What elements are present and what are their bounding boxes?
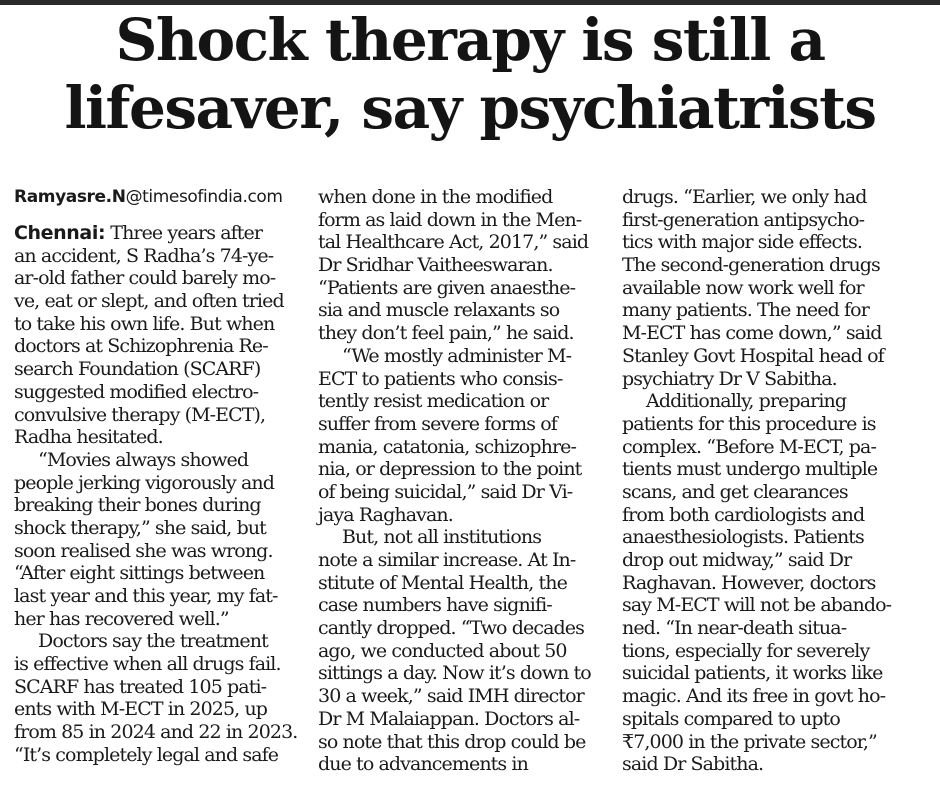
text-line: sittings a day. Now it’s down to [318, 662, 591, 685]
text-line: patients for this procedure is [622, 412, 876, 435]
headline [0, 6, 940, 142]
text-line: to take his own life. But when [14, 312, 275, 335]
text-line: case numbers have signifi- [318, 594, 552, 617]
text-line: from 85 in 2024 and 22 in 2023. [14, 721, 298, 744]
text-line: mania, catatonia, schizophre- [318, 435, 576, 458]
text-line: 30 a week,” said IMH director [318, 685, 584, 708]
text-line: “Patients are given anaesthe- [318, 276, 576, 299]
text-line: drop out midway,” said Dr [622, 549, 852, 571]
text-line: scans, and get clearances [622, 480, 848, 503]
text-line: ve, eat or slept, and often tried [14, 290, 284, 313]
text-line: ago, we conducted about 50 [318, 639, 567, 662]
text-line: M-ECT has come down,” said [622, 322, 882, 345]
text-line: of being suicidal,” said Dr Vi- [318, 480, 573, 503]
text-line: magic. And its free in govt ho- [622, 685, 886, 708]
text-line: when done in the modified [318, 186, 553, 208]
dateline: Chennai: [14, 222, 106, 244]
text-line: soon realised she was wrong. [14, 539, 273, 562]
text-line: ECT to patients who consis- [318, 367, 563, 390]
text-line: The second-generation drugs [622, 254, 880, 277]
text-line: available now work well for [622, 276, 864, 299]
text-line: ned. “In near-death situa- [622, 617, 847, 640]
text-line: complex. “Before M-ECT, pa- [622, 435, 876, 458]
text-line: Dr Sridhar Vaitheeswaran. [318, 254, 553, 277]
text-line: suffer from severe forms of [318, 412, 557, 435]
text-line: is effective when all drugs fail. [14, 653, 281, 676]
column-1 [14, 184, 301, 767]
text-line: “We mostly administer M- [342, 344, 572, 367]
text-line: tently resist medication or [318, 390, 549, 413]
text-line: spitals compared to upto [622, 707, 840, 730]
text-line: anaesthesiologists. Patients [622, 526, 864, 549]
text-line: sia and muscle relaxants so [318, 299, 560, 322]
text-line: first-generation antipsycho- [622, 208, 865, 231]
text-line: form as laid down in the Men- [318, 208, 582, 231]
text-line: search Foundation (SCARF) [14, 358, 261, 381]
text-line: nia, or depression to the point [318, 458, 582, 481]
top-rule [0, 0, 940, 5]
text-line: psychiatry Dr V Sabitha. [622, 367, 837, 390]
text-line: due to advancements in [318, 753, 528, 776]
text-line: say M-ECT will not be abando- [622, 594, 892, 617]
text-line: tics with major side effects. [622, 231, 862, 254]
text-line: stitute of Mental Health, the [318, 571, 567, 594]
text-line: “Movies always showed [38, 448, 249, 471]
text-line: suicidal patients, it works like [622, 662, 883, 685]
text-line: cantly dropped. “Two decades [318, 617, 584, 640]
text-line: Raghavan. However, doctors [622, 571, 876, 594]
byline [14, 184, 301, 210]
text-line: tions, especially for severely [622, 639, 870, 662]
text-line: tal Healthcare Act, 2017,” said [318, 231, 589, 254]
text-line: ₹7,000 in the private sector,” [622, 730, 877, 753]
text-line: Dr M Malaiappan. Doctors al- [318, 707, 580, 730]
text-line: they don’t feel pain,” he said. [318, 322, 574, 345]
headline-line-1: Shock therapy is still a [115, 6, 825, 74]
text-line: many patients. The need for [622, 299, 869, 322]
text-line: breaking their bones during [14, 494, 261, 517]
text-line: drugs. “Earlier, we only had [622, 186, 867, 208]
text-line: tients must undergo multiple [622, 458, 878, 481]
text-line: from both cardiologists and [622, 503, 865, 526]
text-line: ents with M-ECT in 2025, up [14, 698, 268, 721]
column-2 [318, 186, 605, 776]
byline-name: Ramyasre.N [14, 187, 126, 207]
text-line: SCARF has treated 105 pati- [14, 675, 267, 698]
text-line: her has recovered well.” [14, 607, 229, 630]
text-line: jaya Raghavan. [318, 503, 453, 526]
column-3 [622, 186, 909, 776]
text-line: said Dr Sabitha. [622, 753, 764, 776]
text-line: “After eight sittings between [14, 562, 265, 585]
text-line: Chennai: Three years after [14, 222, 263, 244]
text-line: ar-old father could barely mo- [14, 267, 276, 290]
text-line: note a similar increase. At In- [318, 549, 576, 571]
text-line: Radha hesitated. [14, 426, 163, 449]
byline-email: @timesofindia.com [125, 187, 283, 207]
text-line: convulsive therapy (M-ECT), [14, 403, 266, 426]
text-line: Additionally, preparing [646, 390, 847, 413]
text-line: people jerking vigorously and [14, 471, 275, 494]
text-line: shock therapy,” she said, but [14, 516, 266, 539]
text-line: But, not all institutions [342, 526, 542, 549]
text-line: “It’s completely legal and safe [14, 743, 279, 766]
text-line: doctors at Schizophrenia Re- [14, 335, 268, 358]
headline-line-2: lifesaver, say psychiatrists [64, 74, 876, 142]
text-line: Stanley Govt Hospital head of [622, 344, 884, 367]
text-line: suggested modified electro- [14, 380, 259, 403]
text-line: an accident, S Radha’s 74-ye- [14, 244, 274, 267]
text-line: Doctors say the treatment [38, 630, 268, 653]
text-line: last year and this year, my fat- [14, 585, 278, 607]
text-line: so note that this drop could be [318, 730, 586, 753]
